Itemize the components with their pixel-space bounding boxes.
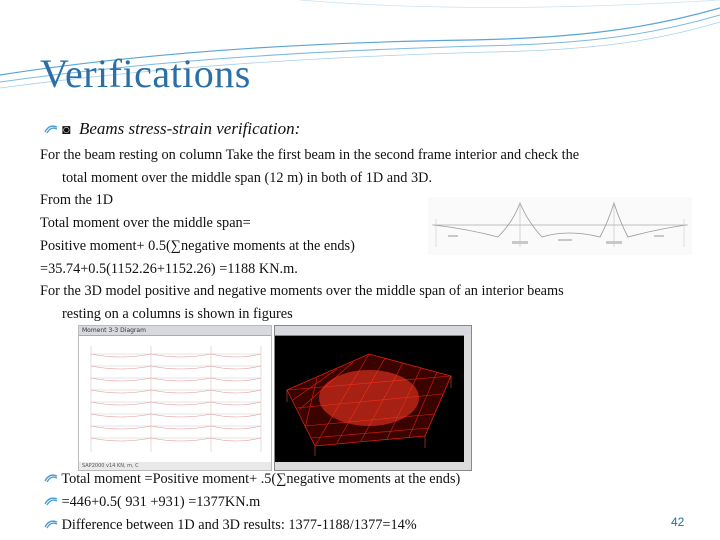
frame-moment-diagram — [79, 340, 269, 458]
list-item — [44, 491, 460, 514]
bullet-icon — [44, 491, 58, 514]
heading-marker: ◙ — [62, 123, 71, 138]
list-item-text: Difference between 1D and 3D results: 1377-1188/1377=14% — [61, 517, 417, 533]
bullet-icon — [44, 468, 58, 491]
3d-model-render — [275, 336, 463, 462]
list-item — [44, 514, 460, 537]
paragraph-line: =35.74+0.5(1152.26+1152.26) =1188 KN.m. — [40, 260, 298, 277]
sap2000-1d-screenshot — [78, 325, 272, 471]
heading-text: Beams stress-strain verification: — [78, 119, 301, 138]
list-item-text: Total moment =Positive moment+ .5(∑negative moments at the ends) — [61, 471, 461, 487]
moment-diagram-figure — [428, 197, 692, 255]
paragraph-line: Positive moment+ 0.5(∑negative moments at the ends) — [40, 237, 355, 254]
3d-model-screenshot — [274, 325, 472, 471]
section-heading — [44, 119, 300, 139]
window-title: Moment 3-3 Diagram — [79, 326, 271, 336]
results-list — [44, 468, 460, 537]
list-item — [44, 468, 460, 491]
paragraph-line: resting on a columns is shown in figures — [62, 305, 293, 322]
paragraph-line: For the beam resting on column Take the first beam in the second frame interior and check the — [40, 147, 580, 163]
list-item-text: =446+0.5( 931 +931) =1377KN.m — [61, 494, 261, 510]
slide-title: Verifications — [40, 51, 251, 96]
paragraph-line: For the 3D model positive and negative moments over the middle span of an interior beams — [40, 283, 564, 300]
vertical-scrollbar[interactable] — [464, 335, 471, 462]
bullet-icon — [44, 123, 58, 139]
paragraph-line: From the 1D — [40, 192, 114, 209]
window-toolbar — [275, 326, 471, 336]
paragraph-line: total moment over the middle span (12 m) in both of 1D and 3D. — [62, 169, 433, 186]
bullet-icon — [44, 514, 58, 537]
page-number: 42 — [671, 515, 685, 529]
status-bar: SAP2000 v14 KN, m, C — [79, 462, 271, 470]
paragraph-line: Total moment over the middle span= — [40, 215, 251, 232]
